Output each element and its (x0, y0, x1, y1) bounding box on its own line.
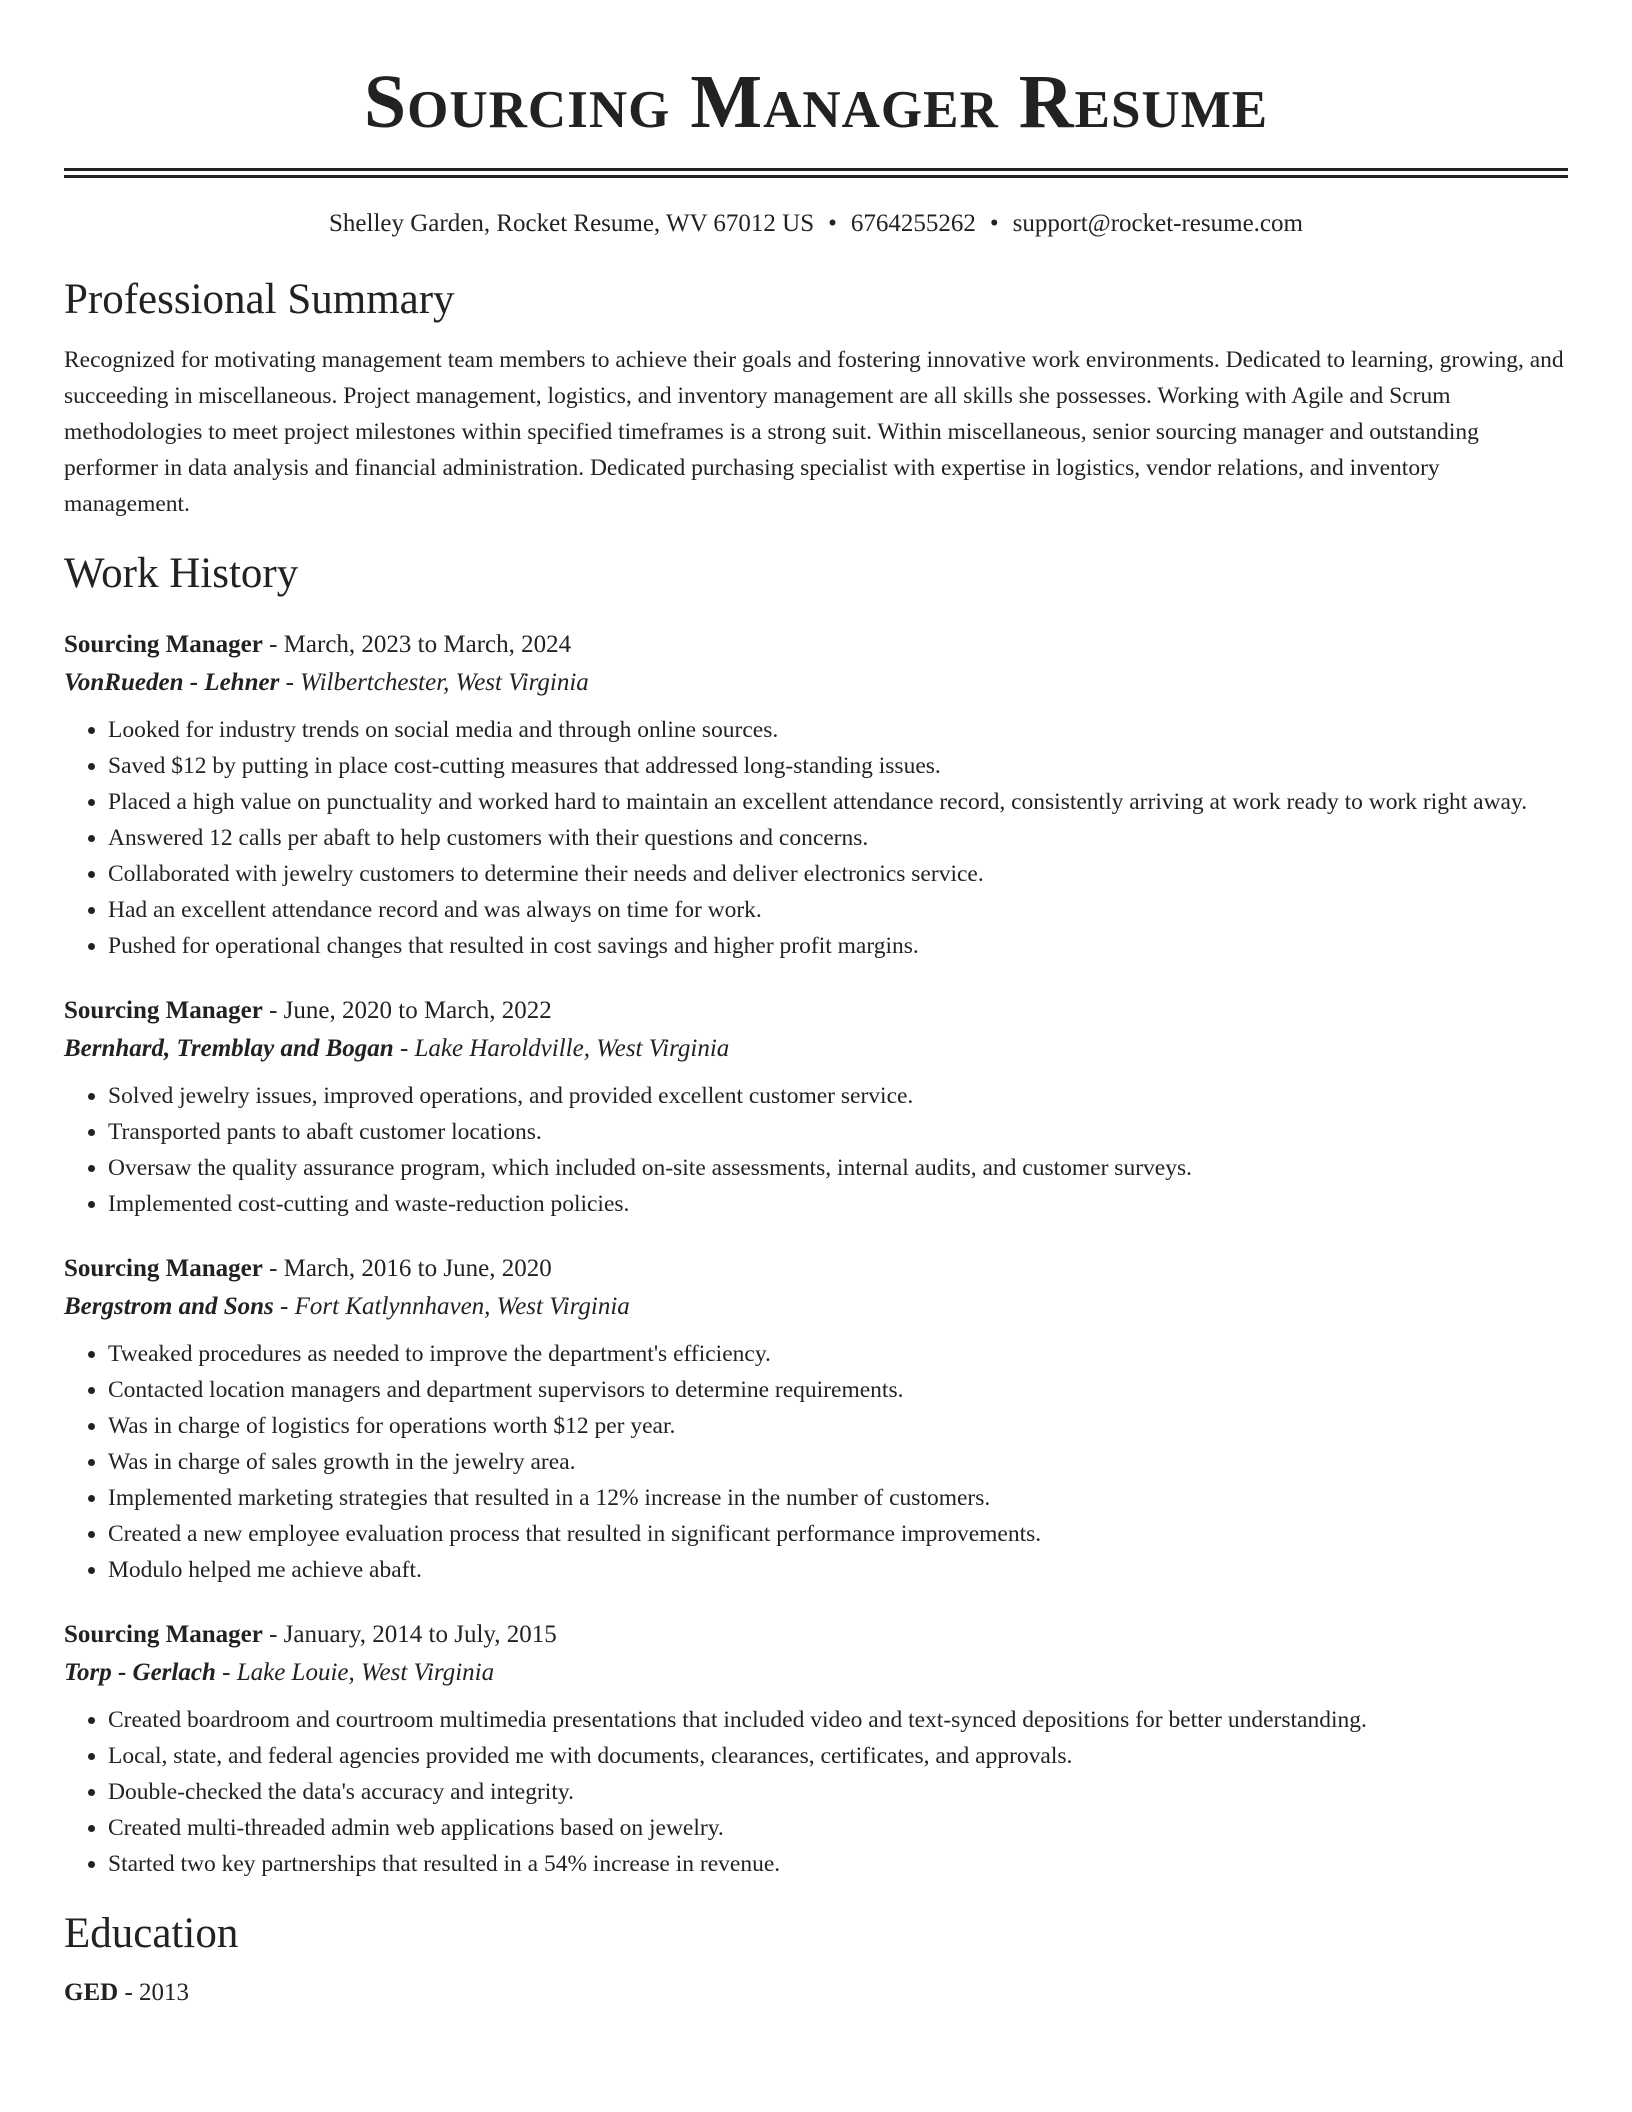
education-entry (64, 1974, 1568, 2012)
education-list (64, 1974, 1568, 2012)
job-employer-line (64, 1288, 1568, 1326)
job-employer: Bergstrom and Sons (64, 1293, 274, 1320)
job-bullet: • Was in charge of sales growth in the jewelry area. (108, 1444, 1568, 1480)
job-dash: - (393, 1035, 415, 1062)
job-bullet: • Implemented cost-cutting and waste-reduction policies. (108, 1186, 1568, 1222)
job-employer: Bernhard, Tremblay and Bogan (64, 1035, 394, 1062)
contact-separator: • (828, 210, 837, 237)
job-bullet: • Modulo helped me achieve abaft. (108, 1552, 1568, 1588)
work-history-list (64, 626, 1568, 1882)
job-location: Wilbertchester, West Virginia (300, 669, 589, 696)
job-entry (64, 992, 1568, 1222)
job-bullet: • Tweaked procedures as needed to improve the department's efficiency. (108, 1336, 1568, 1372)
job-bullet: • Placed a high value on punctuality and worked hard to maintain an excellent attendance record, consistently arriving at work ready to work right away. (108, 784, 1568, 820)
contact-separator: • (989, 210, 999, 237)
job-bullet: • Double-checked the data's accuracy and integrity. (108, 1774, 1568, 1810)
job-dates: March, 2023 to March, 2024 (283, 631, 572, 658)
job-dates: January, 2014 to July, 2015 (283, 1621, 557, 1648)
job-title-line (64, 1250, 1568, 1288)
work-history-heading: Work History (64, 550, 299, 597)
job-bullet: • Oversaw the quality assurance program, which included on-site assessments, internal audits, and customer surveys. (108, 1150, 1568, 1186)
education-year: 2013 (139, 1979, 190, 2006)
summary-heading: Professional Summary (64, 276, 455, 323)
job-bullet: • Solved jewelry issues, improved operations, and provided excellent customer service. (108, 1078, 1568, 1114)
job-title: Sourcing Manager (64, 1621, 263, 1648)
contact-email: support@rocket-resume.com (1012, 210, 1303, 237)
job-bullet: • Was in charge of logistics for operations worth $12 per year. (108, 1408, 1568, 1444)
job-bullet: • Created a new employee evaluation process that resulted in significant performance improvements. (108, 1516, 1568, 1552)
education-dash: - (118, 1979, 140, 2006)
job-bullet: • Answered 12 calls per abaft to help customers with their questions and concerns. (108, 820, 1568, 856)
job-bullet: • Created boardroom and courtroom multimedia presentations that included video and text-synced depositions for better understanding. (108, 1702, 1568, 1738)
job-title: Sourcing Manager (64, 1255, 263, 1282)
job-employer: Torp - Gerlach (64, 1659, 216, 1686)
resume-page (64, 0, 1568, 2012)
job-bullet: • Implemented marketing strategies that resulted in a 12% increase in the number of customers. (108, 1480, 1568, 1516)
education-heading: Education (64, 1910, 239, 1957)
title-double-rule (64, 168, 1568, 178)
job-bullet: • Contacted location managers and department supervisors to determine requirements. (108, 1372, 1568, 1408)
job-bullet-list (64, 1078, 1568, 1222)
job-location: Lake Louie, West Virginia (236, 1659, 495, 1686)
job-entry (64, 1616, 1568, 1882)
job-bullet: • Local, state, and federal agencies provided me with documents, clearances, certificates, and approvals. (108, 1738, 1568, 1774)
job-dash: - (273, 1293, 295, 1320)
job-bullet: • Looked for industry trends on social media and through online sources. (108, 712, 1568, 748)
job-dash: - (262, 631, 284, 658)
resume-title: Sourcing Manager Resume (363, 60, 1269, 144)
job-dash: - (279, 669, 301, 696)
job-bullet: • Collaborated with jewelry customers to determine their needs and deliver electronics service. (108, 856, 1568, 892)
job-dash: - (262, 1255, 284, 1282)
summary-text: Recognized for motivating management team members to achieve their goals and fostering innovative work environments. Dedicated to learning, growing, and succeeding in miscellaneous. Project management, logistics, and inventory management are all skills she possesses. Working with Agile and Scrum methodologies to meet project milestones within specified timeframes is a strong suit. Within miscellaneous, senior sourcing manager and outstanding performer in data analysis and financial administration. Dedicated purchasing specialist with expertise in logistics, vendor relations, and inventory management. (64, 347, 1564, 517)
job-title: Sourcing Manager (64, 631, 263, 658)
contact-phone: 6764255262 (850, 210, 976, 237)
job-bullet: • Pushed for operational changes that resulted in cost savings and higher profit margins. (108, 928, 1568, 964)
job-title: Sourcing Manager (64, 997, 263, 1024)
job-title-line (64, 626, 1568, 664)
job-dash: - (262, 997, 284, 1024)
job-entry (64, 626, 1568, 964)
job-employer-line (64, 1030, 1568, 1068)
job-bullet: • Transported pants to abaft customer locations. (108, 1114, 1568, 1150)
job-dates: June, 2020 to March, 2022 (283, 997, 552, 1024)
job-bullet-list (64, 1702, 1568, 1882)
job-entry (64, 1250, 1568, 1588)
job-location: Fort Katlynnhaven, West Virginia (294, 1293, 630, 1320)
education-degree: GED (64, 1979, 119, 2006)
job-bullet: • Created multi-threaded admin web applications based on jewelry. (108, 1810, 1568, 1846)
job-bullet-list (64, 1336, 1568, 1588)
contact-address: Shelley Garden, Rocket Resume, WV 67012 US (329, 210, 815, 237)
job-bullet: • Had an excellent attendance record and was always on time for work. (108, 892, 1568, 928)
contact-line (64, 208, 1568, 240)
job-employer: VonRueden - Lehner (64, 669, 280, 696)
job-title-line (64, 992, 1568, 1030)
job-employer-line (64, 1654, 1568, 1692)
job-bullet: • Started two key partnerships that resulted in a 54% increase in revenue. (108, 1846, 1568, 1882)
job-dash: - (215, 1659, 237, 1686)
job-employer-line (64, 664, 1568, 702)
job-title-line (64, 1616, 1568, 1654)
job-dates: March, 2016 to June, 2020 (283, 1255, 552, 1282)
job-location: Lake Haroldville, West Virginia (414, 1035, 730, 1062)
job-dash: - (262, 1621, 284, 1648)
job-bullet-list (64, 712, 1568, 964)
job-bullet: • Saved $12 by putting in place cost-cutting measures that addressed long-standing issues. (108, 748, 1568, 784)
